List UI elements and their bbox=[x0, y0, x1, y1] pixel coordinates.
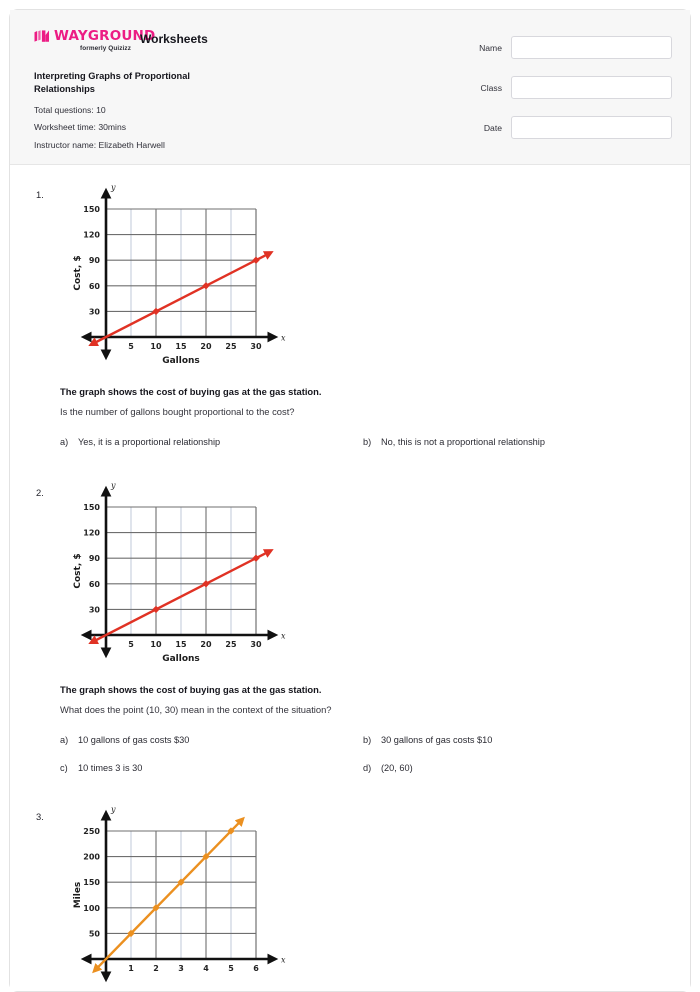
svg-text:25: 25 bbox=[225, 342, 237, 351]
svg-text:5: 5 bbox=[128, 640, 134, 650]
svg-text:6: 6 bbox=[253, 964, 259, 974]
svg-text:5: 5 bbox=[128, 342, 134, 351]
svg-text:x: x bbox=[281, 333, 286, 343]
svg-text:Cost, $: Cost, $ bbox=[73, 553, 83, 589]
svg-text:Gallons: Gallons bbox=[162, 654, 200, 665]
worksheet-body bbox=[10, 165, 690, 991]
svg-text:20: 20 bbox=[200, 342, 212, 351]
worksheet-time: Worksheet time: 30mins bbox=[34, 122, 127, 133]
svg-text:60: 60 bbox=[88, 579, 100, 589]
total-questions: Total questions: 10 bbox=[34, 104, 106, 115]
svg-text:120: 120 bbox=[83, 230, 100, 240]
svg-text:90: 90 bbox=[88, 554, 100, 564]
question-1-graph bbox=[70, 183, 666, 369]
svg-text:4: 4 bbox=[203, 964, 209, 974]
svg-text:50: 50 bbox=[88, 929, 100, 939]
gas-cost-graph-2 bbox=[70, 481, 666, 667]
svg-text:1: 1 bbox=[128, 964, 134, 974]
svg-text:15: 15 bbox=[175, 342, 187, 351]
svg-text:10: 10 bbox=[150, 342, 162, 351]
answer-text: Yes, it is a proportional relationship bbox=[78, 437, 221, 448]
answer-key: b) bbox=[363, 437, 372, 448]
wayground-logo-icon bbox=[34, 30, 51, 43]
answer-text: 30 gallons of gas costs $10 bbox=[381, 735, 493, 746]
svg-text:150: 150 bbox=[83, 878, 100, 888]
question-2-answer-a[interactable] bbox=[60, 734, 363, 747]
class-input[interactable] bbox=[511, 76, 672, 99]
date-label: Date bbox=[483, 122, 502, 133]
question-1-answers bbox=[60, 436, 666, 449]
svg-text:2: 2 bbox=[153, 964, 159, 974]
date-input[interactable] bbox=[511, 116, 672, 139]
svg-text:Miles: Miles bbox=[73, 881, 83, 909]
question-1-number: 1. bbox=[36, 189, 44, 200]
answer-text: 10 gallons of gas costs $30 bbox=[78, 735, 190, 746]
question-2-text bbox=[60, 683, 666, 717]
worksheet-subject-title: Interpreting Graphs of Proportional Relationships bbox=[34, 70, 190, 95]
svg-text:x: x bbox=[281, 955, 286, 965]
svg-text:30: 30 bbox=[250, 640, 262, 650]
question-2-number: 2. bbox=[36, 487, 44, 499]
class-field-row bbox=[442, 76, 672, 99]
question-2-graph bbox=[70, 481, 666, 667]
name-input[interactable] bbox=[511, 36, 672, 59]
svg-text:60: 60 bbox=[88, 281, 100, 291]
svg-text:20: 20 bbox=[200, 640, 212, 650]
answer-key: a) bbox=[60, 437, 69, 448]
logo-subtitle: formerly Quizizz bbox=[80, 44, 131, 52]
svg-text:15: 15 bbox=[175, 640, 187, 650]
svg-text:30: 30 bbox=[250, 342, 262, 351]
answer-key: d) bbox=[363, 763, 372, 774]
answer-key: a) bbox=[60, 735, 69, 746]
question-1-prompt: The graph shows the cost of buying gas at the gas station. bbox=[60, 386, 322, 397]
svg-text:120: 120 bbox=[83, 528, 100, 538]
student-fields bbox=[442, 36, 672, 156]
answer-key: b) bbox=[363, 735, 372, 746]
answer-key: c) bbox=[60, 763, 68, 774]
svg-text:250: 250 bbox=[83, 827, 100, 837]
instructor-name: Instructor name: Elizabeth Harwell bbox=[34, 139, 165, 150]
svg-text:Gallons: Gallons bbox=[162, 356, 200, 366]
svg-text:25: 25 bbox=[225, 640, 237, 650]
question-2-answer-c[interactable] bbox=[60, 762, 363, 775]
question-2-prompt: The graph shows the cost of buying gas at the gas station. bbox=[60, 684, 322, 696]
question-2-answer-d[interactable] bbox=[363, 762, 666, 775]
question-1 bbox=[10, 183, 690, 449]
svg-text:200: 200 bbox=[83, 852, 100, 862]
gas-cost-graph-1 bbox=[70, 183, 666, 369]
class-label: Class bbox=[480, 82, 502, 93]
svg-text:150: 150 bbox=[83, 503, 100, 513]
svg-text:y: y bbox=[111, 481, 116, 491]
question-2-answers bbox=[60, 734, 666, 775]
svg-text:30: 30 bbox=[88, 307, 100, 317]
svg-text:x: x bbox=[281, 631, 286, 641]
question-1-answer-a[interactable] bbox=[60, 436, 363, 449]
worksheet-header bbox=[10, 10, 690, 165]
question-2-sub: What does the point (10, 30) mean in the context of the situation? bbox=[60, 704, 332, 716]
logo-wordmark: WAYGROUND bbox=[54, 28, 156, 44]
svg-text:10: 10 bbox=[150, 640, 162, 650]
worksheet-meta bbox=[34, 70, 334, 151]
wayground-logo bbox=[34, 28, 156, 52]
svg-text:100: 100 bbox=[83, 903, 100, 913]
question-2-answer-b[interactable] bbox=[363, 734, 666, 747]
answer-text: No, this is not a proportional relationship bbox=[381, 437, 545, 448]
svg-text:30: 30 bbox=[88, 605, 100, 615]
svg-text:3: 3 bbox=[178, 964, 184, 974]
question-3-number: 3. bbox=[36, 811, 44, 823]
svg-text:5: 5 bbox=[228, 964, 234, 974]
name-label: Name bbox=[479, 42, 502, 53]
answer-text: 10 times 3 is 30 bbox=[78, 763, 143, 774]
svg-text:90: 90 bbox=[88, 256, 100, 266]
answer-text: (20, 60) bbox=[381, 763, 413, 774]
svg-text:150: 150 bbox=[83, 205, 100, 214]
svg-text:y: y bbox=[111, 805, 116, 815]
question-1-answer-b[interactable] bbox=[363, 436, 666, 449]
svg-text:y: y bbox=[111, 183, 116, 192]
worksheets-title: Worksheets bbox=[140, 32, 208, 46]
miles-graph-3 bbox=[70, 805, 666, 991]
question-2 bbox=[10, 481, 690, 775]
name-field-row bbox=[442, 36, 672, 59]
date-field-row bbox=[442, 116, 672, 139]
worksheet-card bbox=[9, 9, 691, 992]
svg-text:Cost, $: Cost, $ bbox=[73, 255, 83, 291]
question-1-sub: Is the number of gallons bought proportional to the cost? bbox=[60, 406, 295, 418]
question-1-text bbox=[60, 385, 666, 419]
question-3 bbox=[10, 805, 690, 991]
question-3-graph bbox=[70, 805, 666, 991]
